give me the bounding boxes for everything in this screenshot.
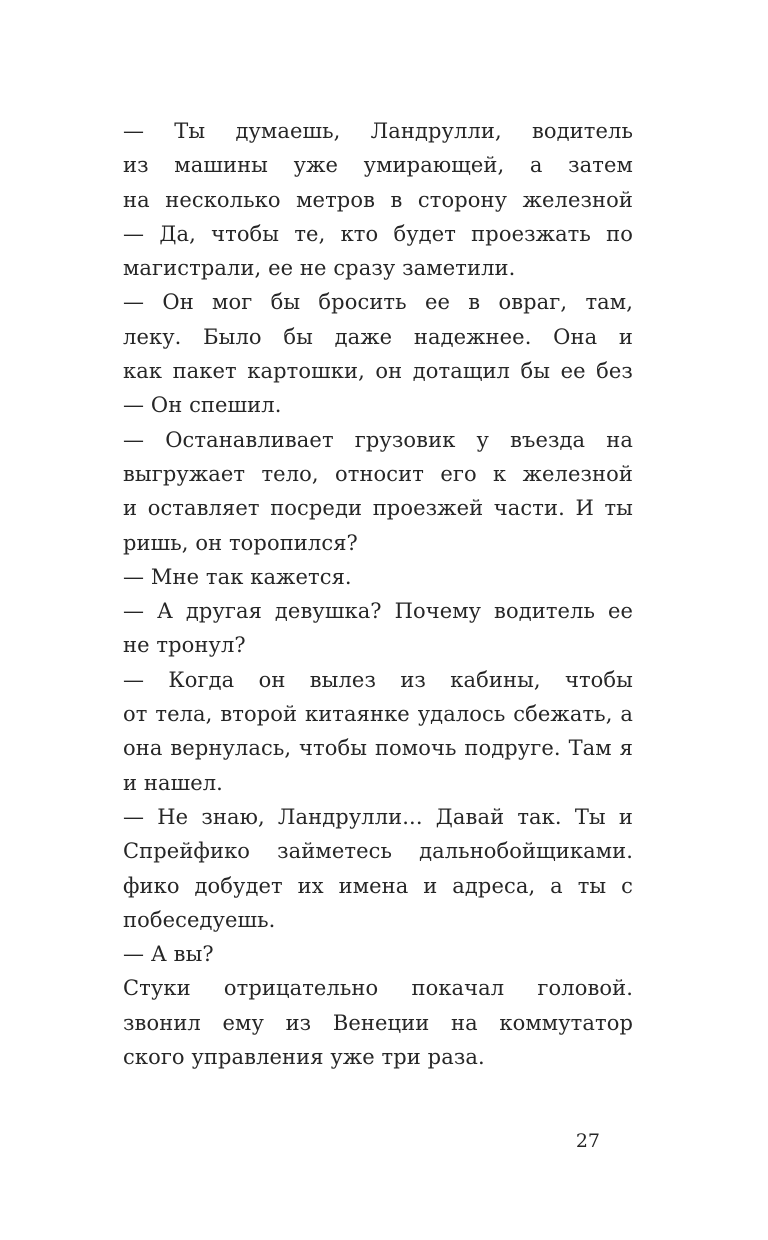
text-line: ского управления уже три раза. [123, 1045, 485, 1070]
text-line: и нашел. [123, 770, 223, 795]
text-line: — Ты думаешь, Ландрулли, водитель [123, 119, 633, 143]
text-line: — Когда он вылез из кабины, чтобы [123, 667, 633, 692]
text-line: Спрейфико займетесь дальнобойщиками. [123, 839, 633, 864]
text-line: она вернулась, чтобы помочь подруге. Там я [123, 736, 633, 761]
text-line: звонил ему из Венеции на коммутатор [123, 1010, 633, 1035]
text-line: фико добудет их имена и адреса, а ты с [123, 873, 633, 898]
text-line: магистрали, ее не сразу заметили. [123, 256, 516, 281]
text-line: на несколько метров в сторону железной [123, 187, 633, 212]
text-line: — Он спешил. [123, 393, 282, 418]
text-line: — А вы? [123, 942, 214, 967]
text-line: и оставляет посреди проезжей части. И ты [123, 496, 633, 521]
text-line: как пакет картошки, он дотащил бы ее без [123, 359, 633, 384]
text-line: леку. Было бы даже надежнее. Она и [123, 324, 633, 349]
text-line: — Останавливает грузовик у въезда на [123, 427, 633, 452]
text-line: из машины уже умирающей, а затем [123, 153, 633, 178]
text-line: от тела, второй китаянке удалось сбежать, а [123, 702, 633, 727]
page-number: 27 [575, 1130, 600, 1152]
text-line: ришь, он торопился? [123, 530, 358, 555]
text-line: — Да, чтобы те, кто будет проезжать по [123, 221, 633, 246]
text-line: — А другая девушка? Почему водитель ее [123, 599, 633, 624]
text-line: не тронул? [123, 633, 246, 658]
text-line: побеседуешь. [123, 907, 276, 932]
text-line: — Он мог бы бросить ее в овраг, там, [123, 290, 633, 315]
text-line: Стуки отрицательно покачал головой. [123, 976, 633, 1001]
text-line: выгружает тело, относит его к железной [123, 461, 633, 486]
body-text [123, 114, 633, 1074]
text-line: — Мне так кажется. [123, 564, 352, 589]
text-line: — Не знаю, Ландрулли... Давай так. Ты и [123, 804, 633, 829]
